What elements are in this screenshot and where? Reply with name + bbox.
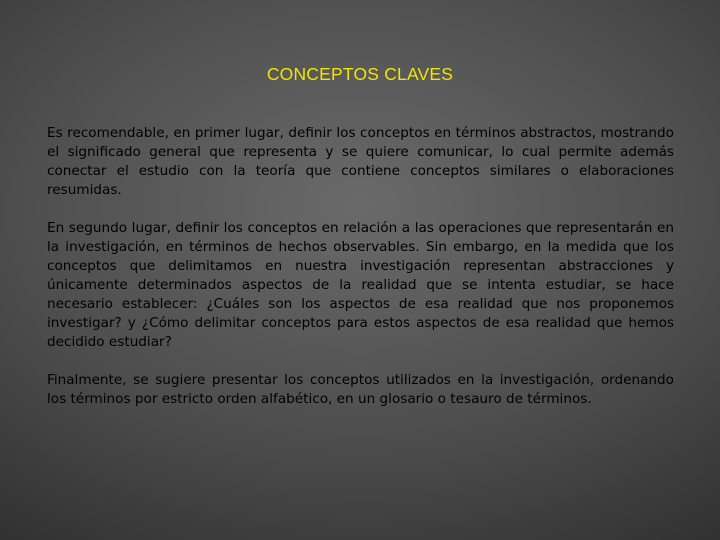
paragraph-1: Es recomendable, en primer lugar, definir los conceptos en términos abstractos, mostrando el significado general que representa y se quiere comunicar, lo cual permite además conectar el estudio con la teoría que contiene conceptos similares o elaboraciones resumidas. <box>47 125 674 198</box>
paragraph-2: En segundo lugar, definir los conceptos en relación a las operaciones que representarán en la investigación, en términos de hechos observables. Sin embargo, en la medida que los conceptos que delimitamos en nuestra investigación representan abstracciones y únicamente determinados aspectos de la realidad que se intenta estudiar, se hace necesario establecer: ¿Cuáles son los aspectos de esa realidad que nos proponemos investigar? y ¿Cómo delimitar conceptos para estos aspectos de esa realidad que hemos decidido estudiar? <box>47 220 674 350</box>
slide-body <box>47 124 674 428</box>
paragraph-3: Finalmente, se sugiere presentar los conceptos utilizados en la investigación, ordenando los términos por estricto orden alfabético, en un glosario o tesauro de términos. <box>47 372 674 407</box>
slide-title: CONCEPTOS CLAVES <box>266 64 454 84</box>
